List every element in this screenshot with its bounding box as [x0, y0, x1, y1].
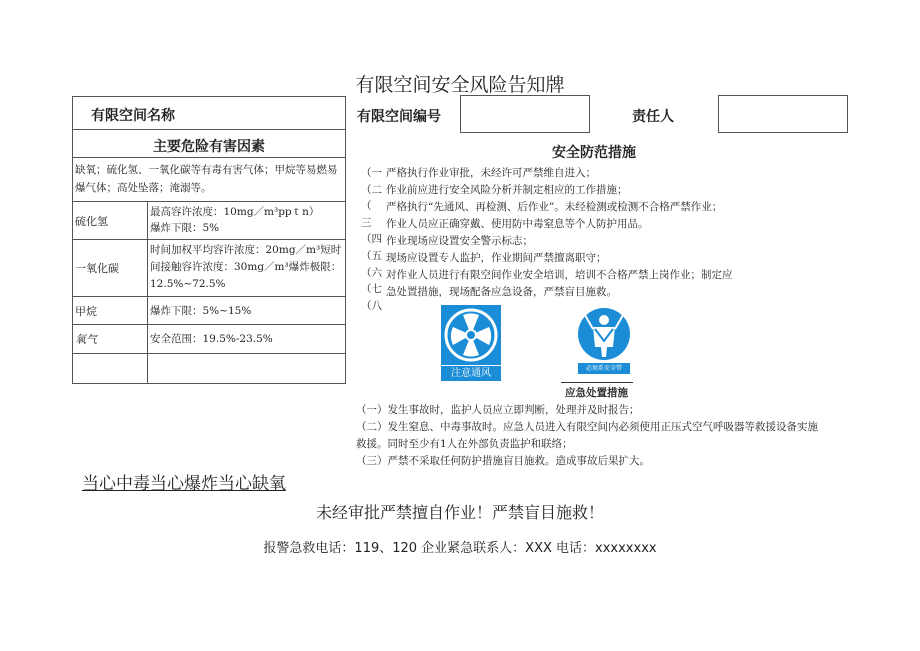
- table-row: [73, 325, 345, 354]
- measure-line: 作业前应进行安全风险分析并制定相应的工作措施；: [386, 184, 628, 196]
- hazard-summary-row: [73, 158, 345, 202]
- emergency-title: 应急处置措施: [565, 387, 628, 399]
- measure-marker: （八: [361, 299, 382, 312]
- measure-line: 对作业人员进行有限空间作业安全培训，培训不合格严禁上岗作业；制定应: [386, 269, 733, 281]
- table-row: [73, 240, 345, 297]
- gas-values: [148, 354, 345, 383]
- measure-line: 作业人员应正确穿戴、使用防中毒窒息等个人防护用品。: [386, 218, 649, 230]
- emergency-line: （二）发生窒息、中毒事故时。应急人员进入有限空间内必须使用正压式空气呼吸器等救援设备实施: [356, 421, 818, 433]
- gas-value-line: 爆炸下限：5%: [150, 222, 220, 234]
- gas-name: 一氧化碳: [73, 240, 148, 296]
- ventilation-sign: [441, 305, 501, 381]
- hazard-summary: 缺氧；硫化氢、一氧化碳等有毒有害气体；甲烷等易燃易爆气体；高处坠落；淹溺等。: [75, 164, 338, 194]
- table-row: [73, 354, 345, 383]
- measure-marker: （五: [361, 249, 382, 262]
- emergency-list: [356, 402, 846, 470]
- emergency-divider: [561, 382, 633, 383]
- table-row: [73, 202, 345, 240]
- main-hazards-header: [73, 130, 345, 158]
- measure-line: 严格执行“先通风、再检测、后作业”。未经检测或检测不合格严禁作业；: [386, 201, 723, 213]
- table-row: [73, 297, 345, 325]
- responsible-field[interactable]: [718, 95, 848, 133]
- safety-harness-icon: [577, 307, 631, 361]
- measure-markers: [361, 165, 385, 314]
- harness-sign: [577, 307, 631, 375]
- responsible-label: 责任人: [632, 109, 674, 125]
- gas-value-line: 最高容许浓度：10mg／m³ppｔn）: [150, 206, 320, 218]
- ventilation-label: 注意通风: [441, 366, 501, 381]
- emergency-contact: 报警急救电话：119、120 企业紧急联系人：XXX 电话：xxxxxxxx: [263, 541, 657, 556]
- gas-values: 安全范围：19.5%-23.5%: [150, 333, 273, 345]
- measure-line: 作业现场应设置安全警示标志；: [386, 235, 533, 247]
- measure-line: 急处置措施，现场配备应急设备，严禁盲目施救。: [386, 286, 617, 298]
- gas-values: 爆炸下限：5%~15%: [150, 305, 252, 317]
- measure-marker: （六: [361, 266, 382, 279]
- measure-marker: （二: [361, 183, 382, 196]
- measures-list: [386, 165, 786, 301]
- emergency-line: （三）严禁不采取任何防护措施盲目施救。造成事故后果扩大。: [356, 455, 650, 467]
- gas-name: 硫化氢: [73, 202, 148, 239]
- measure-marker: （: [361, 200, 372, 213]
- measure-marker: （四: [361, 233, 382, 246]
- measure-line: 现场应设置专人监护，作业期间严禁擅离职守；: [386, 252, 607, 264]
- measure-marker: （七: [361, 283, 382, 296]
- measure-line: 严格执行作业审批，未经许可严禁维自进入；: [386, 167, 596, 179]
- space-number-label: 有限空间编号: [357, 109, 441, 125]
- measure-marker: （一: [361, 167, 382, 179]
- harness-label: 必须系安全带: [578, 363, 630, 374]
- emergency-line: （一）发生事故时，监护人员应立即判断，处理并及时报告；: [356, 404, 640, 416]
- gas-values: 时间加权平均容许浓度：20mg／m³短时间接触容许浓度：30mg／m³爆炸极限：12.5%~72.5%: [150, 244, 342, 290]
- main-hazards-label: 主要危险有害因素: [153, 139, 265, 155]
- hazard-table: [72, 96, 346, 384]
- gas-name: 氧气: [73, 325, 148, 353]
- emergency-line: 救援。同时至少有1人在外部负责监护和联络；: [356, 438, 573, 450]
- measure-marker: 三: [361, 216, 372, 229]
- warning-slogan: 当心中毒当心爆炸当心缺氧: [82, 474, 286, 494]
- gas-name: [73, 354, 148, 383]
- gas-name: 甲烷: [73, 297, 148, 324]
- fan-icon: [441, 305, 501, 365]
- space-number-field[interactable]: [460, 95, 590, 133]
- space-name-row: [73, 97, 345, 130]
- measures-title: 安全防范措施: [552, 145, 636, 161]
- gas-values: [148, 202, 345, 239]
- space-name-label: 有限空间名称: [91, 108, 175, 124]
- page-title: 有限空间安全风险告知牌: [355, 74, 565, 96]
- prohibition-slogan: 未经审批严禁擅自作业！严禁盲目施救！: [315, 503, 604, 522]
